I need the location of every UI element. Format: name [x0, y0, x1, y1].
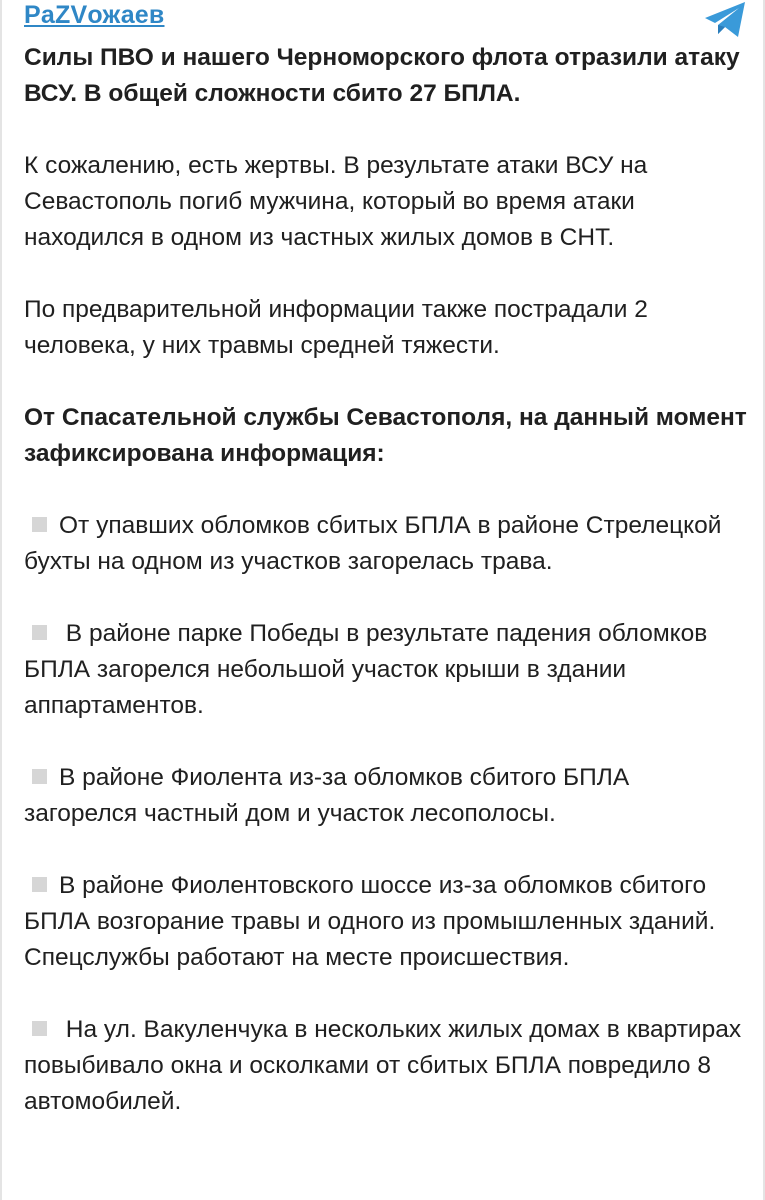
square-bullet-icon: [32, 517, 47, 532]
bullet-text: От упавших обломков сбитых БПЛА в районе Стрелецкой бухты на одном из участков загорелась трава.: [24, 512, 722, 575]
rescue-intro-paragraph: От Спасательной службы Севастополя, на данный момент зафиксирована информация:: [24, 404, 747, 467]
channel-name-link[interactable]: PaZVожаев: [24, 1, 165, 29]
bullet-item: [24, 868, 749, 976]
bullet-text: В районе Фиолентовского шоссе из-за обломков сбитого БПЛА возгорание травы и одного из промышленных зданий. Спецслужбы работают на месте происшествия.: [24, 872, 716, 971]
post-body: [24, 40, 749, 1156]
bullet-item: [24, 508, 749, 580]
bullet-text: На ул. Вакуленчука в нескольких жилых домах в квартирах повыбивало окна и осколками от сбитых БПЛА повредило 8 автомобилей.: [24, 1016, 742, 1115]
bullet-text: В районе Фиолента из-за обломков сбитого БПЛА загорелся частный дом и участок лесополосы.: [24, 764, 630, 827]
injured-paragraph: По предварительной информации также пострадали 2 человека, у них травмы средней тяжести.: [24, 296, 648, 359]
square-bullet-icon: [32, 877, 47, 892]
bullet-item: [24, 1012, 749, 1120]
square-bullet-icon: [32, 1021, 47, 1036]
telegram-icon[interactable]: [703, 0, 749, 40]
bullet-item: [24, 616, 749, 724]
bullet-item: [24, 760, 749, 832]
square-bullet-icon: [32, 769, 47, 784]
victims-paragraph: К сожалению, есть жертвы. В результате атаки ВСУ на Севастополь погиб мужчина, который во время атаки находился в одном из частных жилых домов в СНТ.: [24, 152, 648, 251]
headline-paragraph: Силы ПВО и нашего Черноморского флота отразили атаку ВСУ. В общей сложности сбито 27 БПЛА.: [24, 44, 740, 107]
bullet-text: В районе парке Победы в результате падения обломков БПЛА загорелся небольшой участок крыши в здании аппартаментов.: [24, 620, 708, 719]
square-bullet-icon: [32, 625, 47, 640]
